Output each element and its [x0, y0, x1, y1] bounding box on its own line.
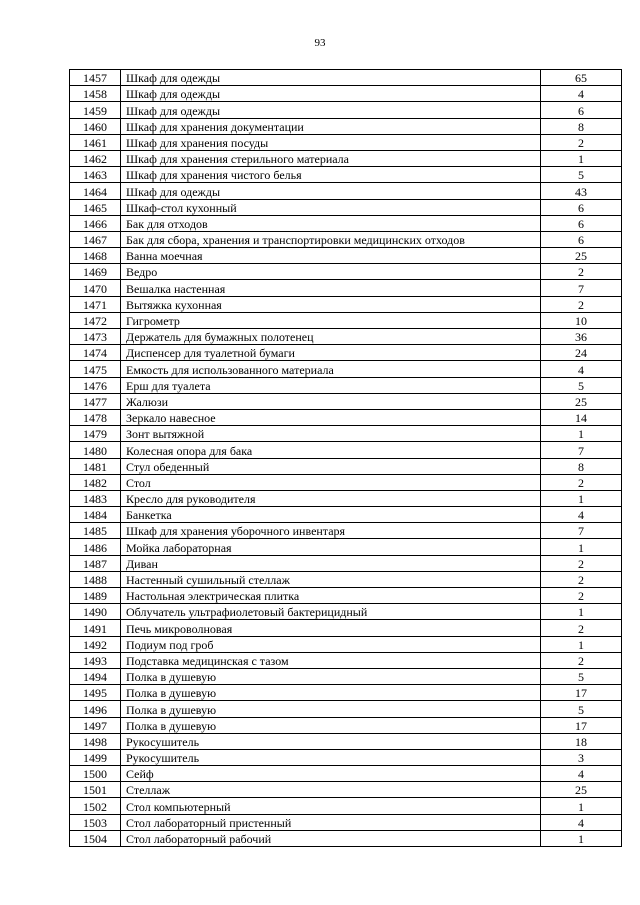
- table-row: [70, 377, 622, 393]
- row-number-cell: 1476: [70, 377, 121, 393]
- row-number-cell: 1474: [70, 345, 121, 361]
- table-row: [70, 167, 622, 183]
- quantity-cell: 65: [541, 70, 622, 86]
- item-name-cell: Бак для отходов: [121, 215, 541, 231]
- row-number-cell: 1482: [70, 474, 121, 490]
- item-name-cell: Шкаф для хранения стерильного материала: [121, 150, 541, 166]
- row-number-cell: 1479: [70, 426, 121, 442]
- quantity-cell: 17: [541, 717, 622, 733]
- row-number-cell: 1468: [70, 248, 121, 264]
- item-name-cell: Жалюзи: [121, 393, 541, 409]
- item-name-cell: Сейф: [121, 766, 541, 782]
- quantity-cell: 2: [541, 588, 622, 604]
- row-number-cell: 1503: [70, 814, 121, 830]
- quantity-cell: 1: [541, 150, 622, 166]
- row-number-cell: 1459: [70, 102, 121, 118]
- item-name-cell: Стол компьютерный: [121, 798, 541, 814]
- table-row: [70, 280, 622, 296]
- row-number-cell: 1472: [70, 312, 121, 328]
- quantity-cell: 1: [541, 636, 622, 652]
- item-name-cell: Полка в душевую: [121, 717, 541, 733]
- table-row: [70, 588, 622, 604]
- table-row: [70, 636, 622, 652]
- quantity-cell: 5: [541, 167, 622, 183]
- item-name-cell: Колесная опора для бака: [121, 442, 541, 458]
- table-row: [70, 183, 622, 199]
- table-row: [70, 717, 622, 733]
- quantity-cell: 6: [541, 231, 622, 247]
- table-row: [70, 830, 622, 846]
- quantity-cell: 1: [541, 830, 622, 846]
- item-name-cell: Зеркало навесное: [121, 409, 541, 425]
- item-name-cell: Ванна моечная: [121, 248, 541, 264]
- table-row: [70, 620, 622, 636]
- item-name-cell: Диспенсер для туалетной бумаги: [121, 345, 541, 361]
- quantity-cell: 2: [541, 264, 622, 280]
- item-name-cell: Подиум под гроб: [121, 636, 541, 652]
- quantity-cell: 2: [541, 296, 622, 312]
- item-name-cell: Шкаф для одежды: [121, 70, 541, 86]
- row-number-cell: 1461: [70, 134, 121, 150]
- row-number-cell: 1486: [70, 539, 121, 555]
- item-name-cell: Стол лабораторный рабочий: [121, 830, 541, 846]
- quantity-cell: 25: [541, 393, 622, 409]
- item-name-cell: Рукосушитель: [121, 749, 541, 765]
- inventory-table: [69, 69, 622, 847]
- item-name-cell: Стол лабораторный пристенный: [121, 814, 541, 830]
- item-name-cell: Диван: [121, 555, 541, 571]
- row-number-cell: 1467: [70, 231, 121, 247]
- table-row: [70, 668, 622, 684]
- row-number-cell: 1465: [70, 199, 121, 215]
- table-row: [70, 409, 622, 425]
- table-row: [70, 426, 622, 442]
- quantity-cell: 1: [541, 426, 622, 442]
- table-row: [70, 814, 622, 830]
- table-row: [70, 782, 622, 798]
- table-row: [70, 539, 622, 555]
- item-name-cell: Настольная электрическая плитка: [121, 588, 541, 604]
- item-name-cell: Шкаф для одежды: [121, 183, 541, 199]
- quantity-cell: 4: [541, 507, 622, 523]
- row-number-cell: 1488: [70, 571, 121, 587]
- table-row: [70, 442, 622, 458]
- row-number-cell: 1499: [70, 749, 121, 765]
- table-row: [70, 118, 622, 134]
- quantity-cell: 36: [541, 329, 622, 345]
- item-name-cell: Подставка медицинская с тазом: [121, 652, 541, 668]
- row-number-cell: 1462: [70, 150, 121, 166]
- quantity-cell: 6: [541, 199, 622, 215]
- table-row: [70, 86, 622, 102]
- row-number-cell: 1480: [70, 442, 121, 458]
- item-name-cell: Шкаф для хранения посуды: [121, 134, 541, 150]
- table-row: [70, 555, 622, 571]
- quantity-cell: 4: [541, 86, 622, 102]
- item-name-cell: Бак для сбора, хранения и транспортировки медицинских отходов: [121, 231, 541, 247]
- table-row: [70, 134, 622, 150]
- row-number-cell: 1460: [70, 118, 121, 134]
- item-name-cell: Стул обеденный: [121, 458, 541, 474]
- quantity-cell: 3: [541, 749, 622, 765]
- table-row: [70, 70, 622, 86]
- item-name-cell: Кресло для руководителя: [121, 490, 541, 506]
- item-name-cell: Гигрометр: [121, 312, 541, 328]
- row-number-cell: 1478: [70, 409, 121, 425]
- row-number-cell: 1464: [70, 183, 121, 199]
- row-number-cell: 1500: [70, 766, 121, 782]
- quantity-cell: 7: [541, 442, 622, 458]
- row-number-cell: 1493: [70, 652, 121, 668]
- row-number-cell: 1484: [70, 507, 121, 523]
- row-number-cell: 1490: [70, 604, 121, 620]
- quantity-cell: 2: [541, 134, 622, 150]
- item-name-cell: Емкость для использованного материала: [121, 361, 541, 377]
- item-name-cell: Шкаф для хранения чистого белья: [121, 167, 541, 183]
- table-row: [70, 264, 622, 280]
- row-number-cell: 1485: [70, 523, 121, 539]
- item-name-cell: Ведро: [121, 264, 541, 280]
- row-number-cell: 1487: [70, 555, 121, 571]
- table-row: [70, 231, 622, 247]
- table-row: [70, 571, 622, 587]
- row-number-cell: 1469: [70, 264, 121, 280]
- row-number-cell: 1463: [70, 167, 121, 183]
- table-row: [70, 102, 622, 118]
- item-name-cell: Вытяжка кухонная: [121, 296, 541, 312]
- row-number-cell: 1457: [70, 70, 121, 86]
- row-number-cell: 1491: [70, 620, 121, 636]
- quantity-cell: 1: [541, 490, 622, 506]
- quantity-cell: 25: [541, 782, 622, 798]
- row-number-cell: 1501: [70, 782, 121, 798]
- row-number-cell: 1502: [70, 798, 121, 814]
- row-number-cell: 1475: [70, 361, 121, 377]
- table-row: [70, 474, 622, 490]
- quantity-cell: 5: [541, 668, 622, 684]
- table-row: [70, 150, 622, 166]
- item-name-cell: Стеллаж: [121, 782, 541, 798]
- item-name-cell: Печь микроволновая: [121, 620, 541, 636]
- table-row: [70, 361, 622, 377]
- row-number-cell: 1489: [70, 588, 121, 604]
- row-number-cell: 1481: [70, 458, 121, 474]
- table-row: [70, 507, 622, 523]
- table-row: [70, 312, 622, 328]
- table-row: [70, 523, 622, 539]
- table-row: [70, 652, 622, 668]
- table-row: [70, 604, 622, 620]
- quantity-cell: 2: [541, 474, 622, 490]
- table-row: [70, 248, 622, 264]
- table-row: [70, 766, 622, 782]
- item-name-cell: Полка в душевую: [121, 701, 541, 717]
- quantity-cell: 4: [541, 361, 622, 377]
- row-number-cell: 1470: [70, 280, 121, 296]
- quantity-cell: 10: [541, 312, 622, 328]
- table-row: [70, 490, 622, 506]
- table-row: [70, 733, 622, 749]
- item-name-cell: Держатель для бумажных полотенец: [121, 329, 541, 345]
- table-row: [70, 329, 622, 345]
- item-name-cell: Облучатель ультрафиолетовый бактерицидный: [121, 604, 541, 620]
- row-number-cell: 1496: [70, 701, 121, 717]
- table-row: [70, 749, 622, 765]
- row-number-cell: 1498: [70, 733, 121, 749]
- table-row: [70, 215, 622, 231]
- row-number-cell: 1477: [70, 393, 121, 409]
- row-number-cell: 1504: [70, 830, 121, 846]
- quantity-cell: 17: [541, 685, 622, 701]
- quantity-cell: 2: [541, 652, 622, 668]
- quantity-cell: 1: [541, 604, 622, 620]
- quantity-cell: 14: [541, 409, 622, 425]
- quantity-cell: 7: [541, 523, 622, 539]
- item-name-cell: Шкаф-стол кухонный: [121, 199, 541, 215]
- quantity-cell: 2: [541, 555, 622, 571]
- table-row: [70, 798, 622, 814]
- quantity-cell: 1: [541, 798, 622, 814]
- row-number-cell: 1471: [70, 296, 121, 312]
- item-name-cell: Настенный сушильный стеллаж: [121, 571, 541, 587]
- item-name-cell: Шкаф для одежды: [121, 102, 541, 118]
- quantity-cell: 8: [541, 118, 622, 134]
- table-row: [70, 685, 622, 701]
- quantity-cell: 6: [541, 102, 622, 118]
- row-number-cell: 1483: [70, 490, 121, 506]
- row-number-cell: 1492: [70, 636, 121, 652]
- row-number-cell: 1466: [70, 215, 121, 231]
- page-number: 93: [314, 37, 326, 49]
- quantity-cell: 8: [541, 458, 622, 474]
- quantity-cell: 5: [541, 377, 622, 393]
- row-number-cell: 1495: [70, 685, 121, 701]
- item-name-cell: Шкаф для одежды: [121, 86, 541, 102]
- table-row: [70, 199, 622, 215]
- quantity-cell: 2: [541, 571, 622, 587]
- row-number-cell: 1497: [70, 717, 121, 733]
- item-name-cell: Ерш для туалета: [121, 377, 541, 393]
- item-name-cell: Рукосушитель: [121, 733, 541, 749]
- quantity-cell: 5: [541, 701, 622, 717]
- quantity-cell: 18: [541, 733, 622, 749]
- quantity-cell: 4: [541, 814, 622, 830]
- row-number-cell: 1458: [70, 86, 121, 102]
- table-row: [70, 458, 622, 474]
- quantity-cell: 7: [541, 280, 622, 296]
- quantity-cell: 25: [541, 248, 622, 264]
- item-name-cell: Стол: [121, 474, 541, 490]
- quantity-cell: 1: [541, 539, 622, 555]
- item-name-cell: Шкаф для хранения документации: [121, 118, 541, 134]
- table-row: [70, 701, 622, 717]
- item-name-cell: Банкетка: [121, 507, 541, 523]
- table-row: [70, 296, 622, 312]
- inventory-table-body: [70, 70, 622, 847]
- item-name-cell: Вешалка настенная: [121, 280, 541, 296]
- row-number-cell: 1494: [70, 668, 121, 684]
- item-name-cell: Шкаф для хранения уборочного инвентаря: [121, 523, 541, 539]
- table-row: [70, 345, 622, 361]
- quantity-cell: 6: [541, 215, 622, 231]
- row-number-cell: 1473: [70, 329, 121, 345]
- quantity-cell: 43: [541, 183, 622, 199]
- item-name-cell: Зонт вытяжной: [121, 426, 541, 442]
- table-row: [70, 393, 622, 409]
- quantity-cell: 24: [541, 345, 622, 361]
- quantity-cell: 2: [541, 620, 622, 636]
- item-name-cell: Мойка лабораторная: [121, 539, 541, 555]
- quantity-cell: 4: [541, 766, 622, 782]
- item-name-cell: Полка в душевую: [121, 685, 541, 701]
- item-name-cell: Полка в душевую: [121, 668, 541, 684]
